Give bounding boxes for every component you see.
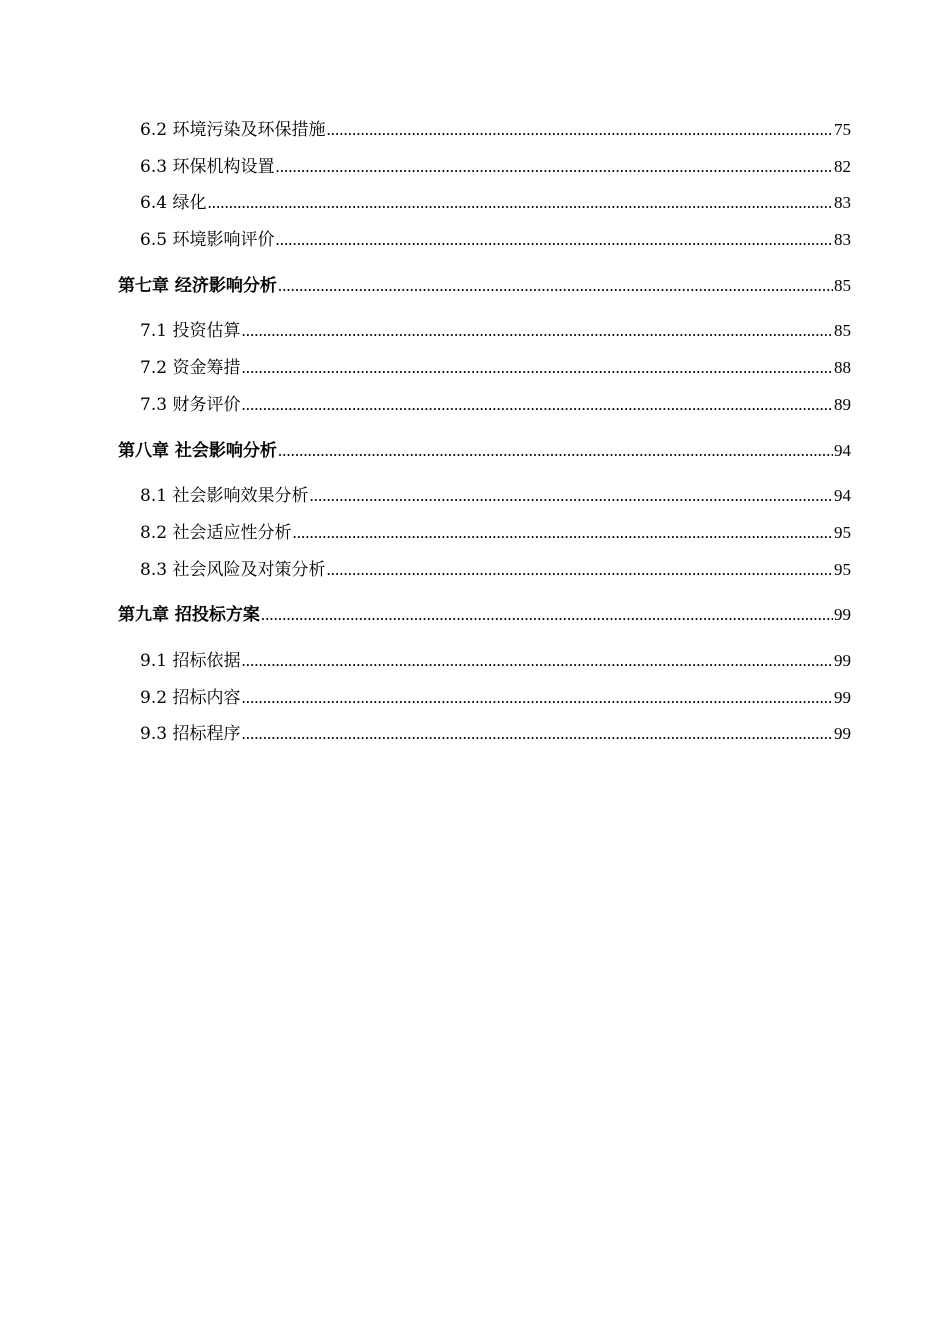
toc-chapter-title: 第七章 经济影响分析 bbox=[118, 275, 277, 296]
dot-leader bbox=[241, 680, 833, 717]
dot-leader bbox=[326, 112, 833, 149]
toc-entry-6-3[interactable] bbox=[118, 149, 851, 186]
dot-leader bbox=[275, 149, 833, 186]
toc-entry-page: 99 bbox=[834, 687, 851, 707]
toc-entry-7-2[interactable] bbox=[118, 350, 851, 387]
toc-entry-title: 6.2 环境污染及环保措施 bbox=[140, 120, 326, 140]
toc-entry-9-3[interactable] bbox=[118, 716, 851, 753]
table-of-contents bbox=[118, 112, 851, 753]
toc-entry-page: 99 bbox=[834, 724, 851, 744]
dot-leader bbox=[278, 433, 833, 470]
toc-entry-page: 83 bbox=[834, 193, 851, 213]
toc-chapter-title: 第九章 招投标方案 bbox=[118, 605, 260, 626]
dot-leader bbox=[326, 552, 833, 589]
toc-chapter-8[interactable] bbox=[118, 433, 851, 470]
dot-leader bbox=[241, 313, 833, 350]
toc-entry-7-1[interactable] bbox=[118, 313, 851, 350]
toc-entry-page: 94 bbox=[834, 486, 851, 506]
toc-entry-title: 7.3 财务评价 bbox=[140, 394, 241, 415]
toc-chapter-7[interactable] bbox=[118, 268, 851, 305]
toc-entry-title: 8.2 社会适应性分析 bbox=[140, 522, 292, 543]
toc-entry-title: 7.2 资金筹措 bbox=[140, 358, 241, 379]
toc-entry-page: 95 bbox=[834, 522, 851, 542]
dot-leader bbox=[275, 222, 833, 259]
toc-entry-6-4[interactable] bbox=[118, 185, 851, 222]
toc-chapter-title: 第八章 社会影响分析 bbox=[118, 440, 277, 461]
toc-entry-page: 99 bbox=[834, 650, 851, 670]
dot-leader bbox=[241, 643, 833, 680]
toc-entry-title: 6.4 绿化 bbox=[140, 193, 207, 214]
dot-leader bbox=[207, 185, 833, 222]
toc-entry-title: 6.5 环境影响评价 bbox=[140, 230, 275, 251]
toc-entry-title: 7.1 投资估算 bbox=[140, 321, 241, 342]
dot-leader bbox=[292, 515, 833, 552]
dot-leader bbox=[309, 478, 833, 515]
toc-entry-page: 94 bbox=[834, 440, 851, 460]
toc-entry-title: 9.3 招标程序 bbox=[140, 724, 241, 745]
dot-leader bbox=[241, 350, 833, 387]
toc-entry-9-1[interactable] bbox=[118, 643, 851, 680]
dot-leader bbox=[241, 716, 833, 753]
toc-entry-page: 82 bbox=[834, 156, 851, 176]
toc-entry-title: 9.1 招标依据 bbox=[140, 650, 241, 671]
toc-entry-page: 85 bbox=[834, 321, 851, 341]
toc-entry-6-5[interactable] bbox=[118, 222, 851, 259]
toc-chapter-9[interactable] bbox=[118, 597, 851, 634]
toc-entry-8-2[interactable] bbox=[118, 515, 851, 552]
toc-entry-8-3[interactable] bbox=[118, 552, 851, 589]
dot-leader bbox=[241, 387, 833, 424]
toc-entry-title: 6.3 环保机构设置 bbox=[140, 156, 275, 177]
toc-entry-page: 99 bbox=[834, 605, 851, 625]
toc-entry-6-2[interactable] bbox=[118, 112, 851, 149]
toc-entry-page: 85 bbox=[834, 275, 851, 295]
toc-entry-page: 89 bbox=[834, 394, 851, 414]
toc-entry-title: 9.2 招标内容 bbox=[140, 687, 241, 708]
toc-entry-page: 75 bbox=[834, 120, 851, 139]
toc-entry-title: 8.1 社会影响效果分析 bbox=[140, 486, 309, 507]
toc-entry-7-3[interactable] bbox=[118, 387, 851, 424]
toc-entry-page: 88 bbox=[834, 358, 851, 378]
dot-leader bbox=[278, 268, 833, 305]
toc-entry-page: 83 bbox=[834, 230, 851, 250]
toc-entry-page: 95 bbox=[834, 559, 851, 579]
toc-entry-9-2[interactable] bbox=[118, 680, 851, 717]
toc-entry-title: 8.3 社会风险及对策分析 bbox=[140, 559, 326, 580]
toc-entry-8-1[interactable] bbox=[118, 478, 851, 515]
dot-leader bbox=[261, 597, 833, 634]
